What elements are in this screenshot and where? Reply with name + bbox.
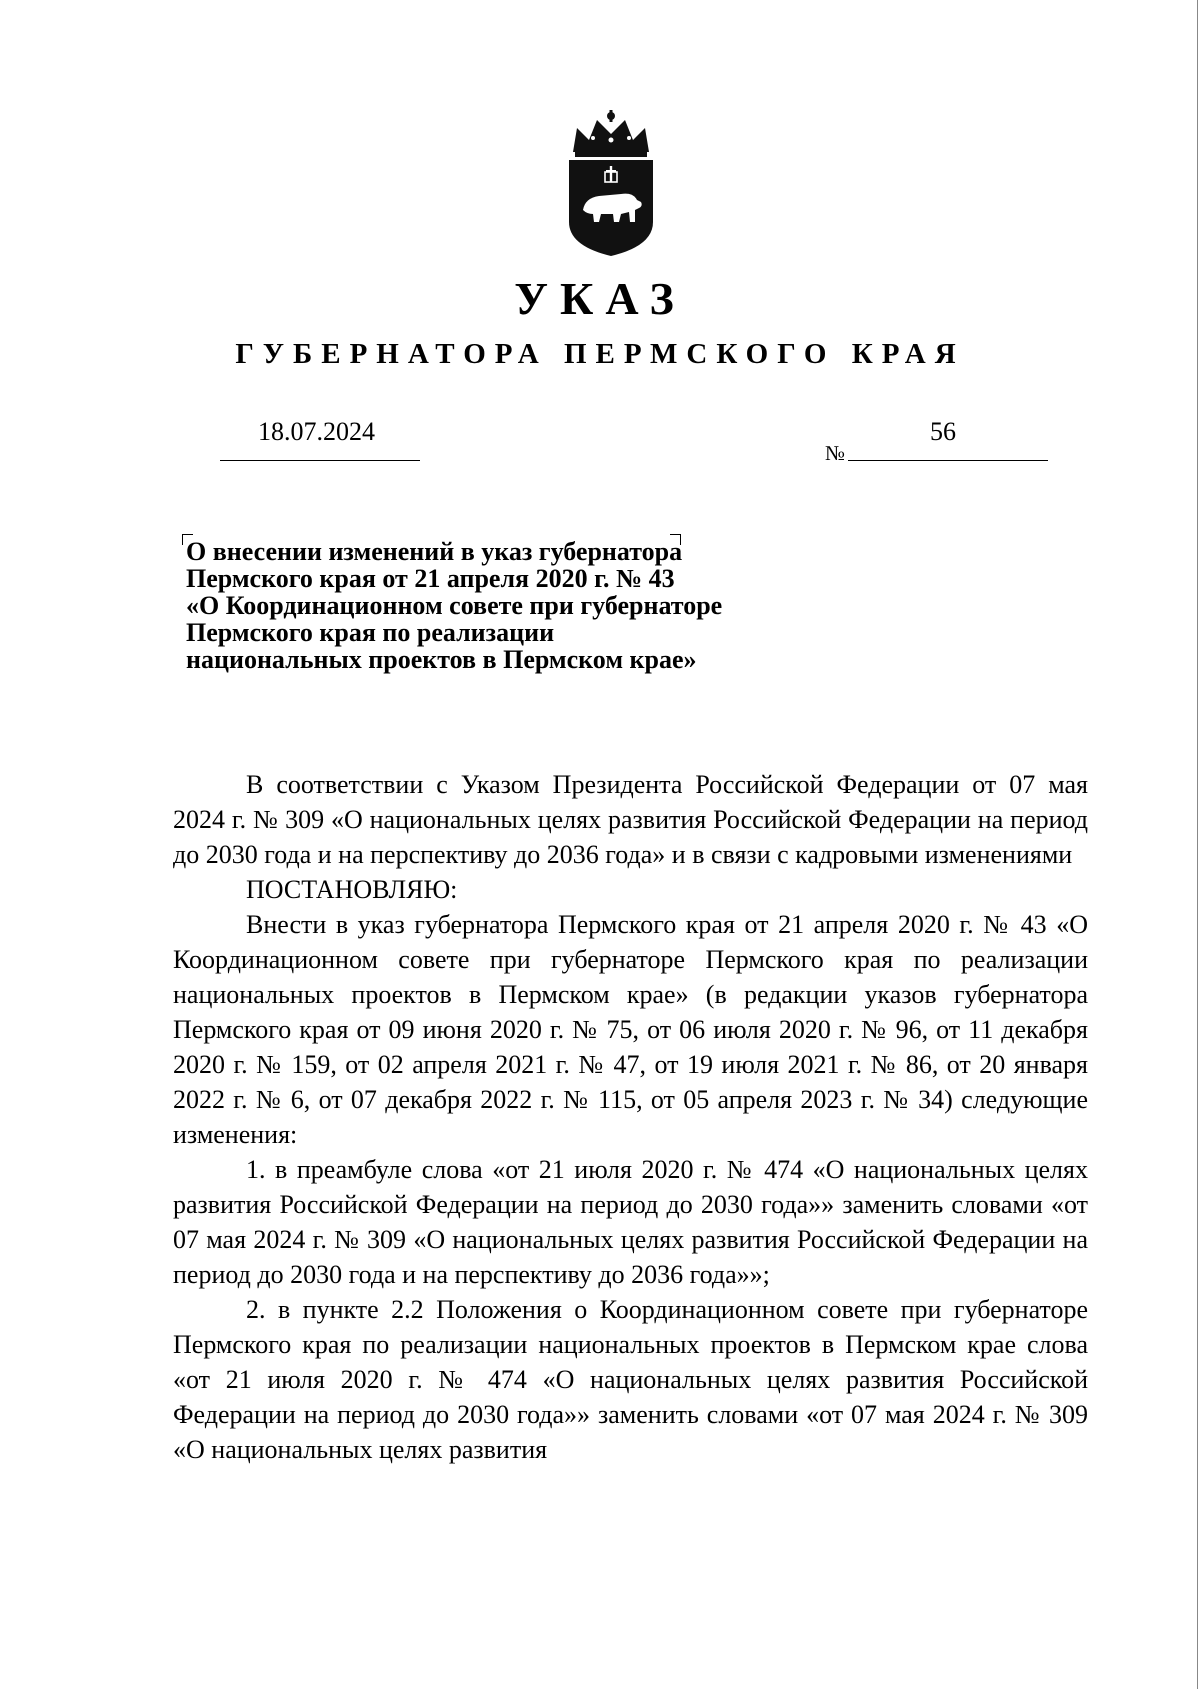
subject-line: Пермского края от 21 апреля 2020 г. № 43 [186,564,675,593]
number-sign: № [825,441,846,465]
document-number: 56 [930,417,956,446]
resolution-keyword: ПОСТАНОВЛЯЮ: [246,875,458,904]
number-underline [848,460,1048,461]
preamble-paragraph: В соответствии с Указом Президента Российской Федерации от 07 мая 2024 г. № 309 «О национальных целях развития Российской Федерации на период до 2030 года и на перспективу до 2036 года» и в связи с кадровыми изменениями [173,770,1088,869]
subject-line: Пермского края по реализации [186,618,555,647]
subject-line: О внесении изменений в указ губернатора [186,537,683,566]
document-type-title: УКАЗ [514,273,686,324]
issuer-title: ГУБЕРНАТОРА ПЕРМСКОГО КРАЯ [235,338,965,370]
document-subject [186,538,826,673]
subject-line: национальных проектов в Пермском крае» [186,645,697,674]
document-body [173,767,1088,1467]
subject-line: «О Координационном совете при губернаторе [186,591,723,620]
amendment-item-2: 2. в пункте 2.2 Положения о Координационном совете при губернаторе Пермского края по реализации национальных проектов в Пермском крае слова «от 21 июля 2020 г. № 474 «О национальных целях развития Российской Федерации на период до 2030 года»» заменить словами «от 07 мая 2024 г. № 309 «О национальных целях развития [173,1295,1088,1464]
scan-edge [1197,0,1198,1689]
coat-of-arms-icon [563,110,659,258]
date-underline [220,460,420,461]
amendment-item-1: 1. в преамбуле слова «от 21 июля 2020 г. № 474 «О национальных целях развития Российской Федерации на период до 2030 года»» заменить словами «от 07 мая 2024 г. № 309 «О национальных целях развития Российской Федерации на период до 2030 года и на перспективу до 2036 года»»; [173,1155,1088,1289]
main-paragraph: Внести в указ губернатора Пермского края от 21 апреля 2020 г. № 43 «О Координационном совете при губернаторе Пермского края по реализации национальных проектов в Пермском крае» (в редакции указов губернатора Пермского края от 09 июня 2020 г. № 75, от 06 июля 2020 г. № 96, от 11 декабря 2020 г. № 159, от 02 апреля 2021 г. № 47, от 19 июля 2021 г. № 86, от 20 января 2022 г. № 6, от 07 декабря 2022 г. № 115, от 05 апреля 2023 г. № 34) следующие изменения: [173,910,1088,1149]
document-date: 18.07.2024 [258,417,375,446]
